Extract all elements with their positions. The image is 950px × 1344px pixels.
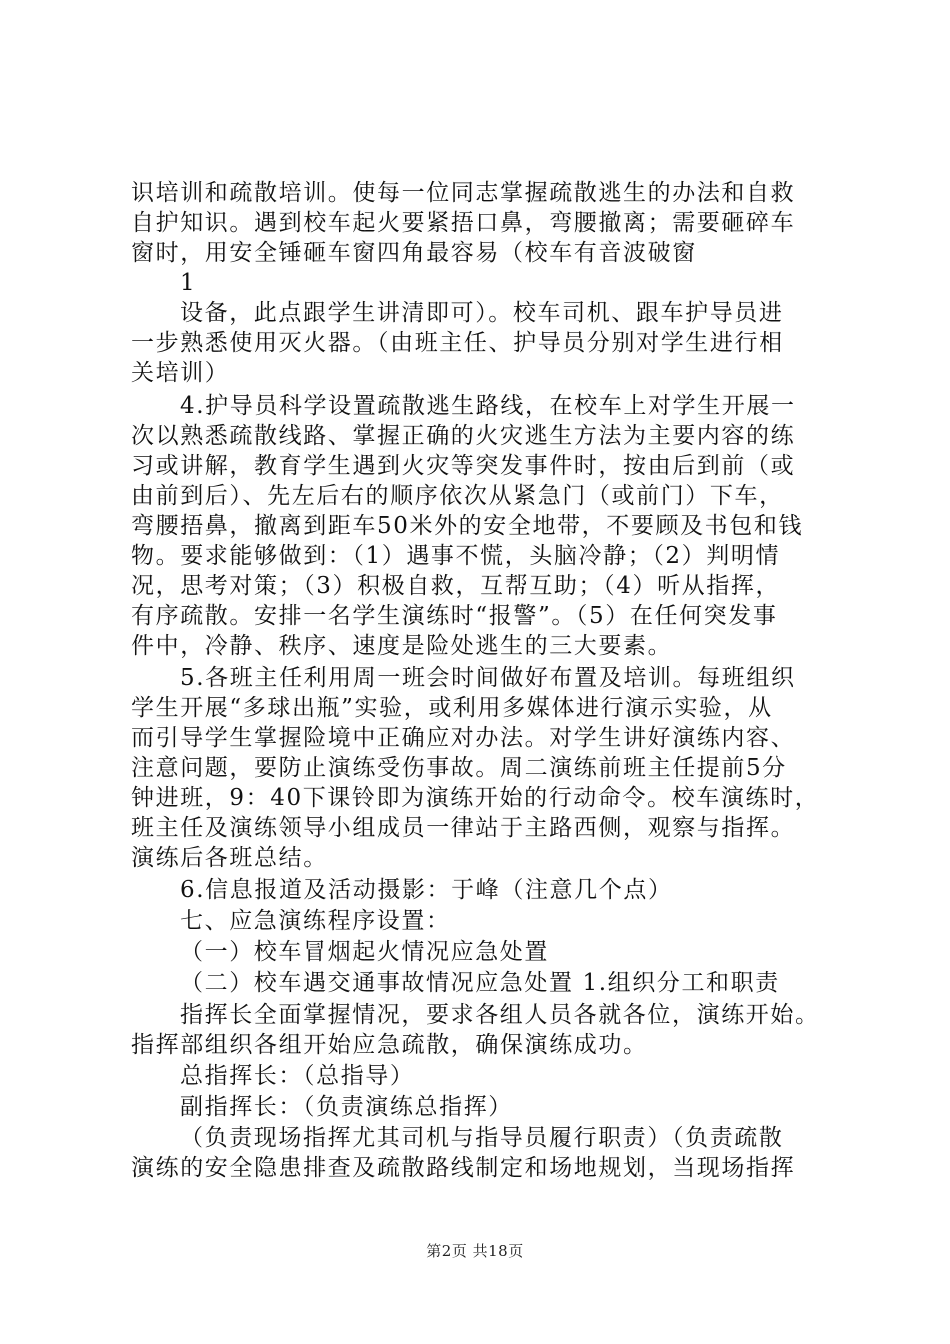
text-line: 关培训）: [131, 360, 230, 386]
paragraph-start: （负责现场指挥尤其司机与指导员履行职责）（负责疏散: [180, 1125, 784, 1151]
text-line: 演练的安全隐患排查及疏散路线制定和场地规划，当现场指挥: [131, 1155, 796, 1181]
text-line: 演练后各班总结。: [131, 845, 328, 871]
text-line: 况，思考对策；（3）积极自救，互帮互助；（4）听从指挥，: [131, 573, 781, 599]
paragraph-start: 4.护导员科学设置疏散逃生路线，在校车上对学生开展一: [180, 393, 796, 419]
paragraph-start: 6.信息报道及活动摄影：于峰（注意几个点）: [180, 877, 673, 903]
subsection-heading: （二）校车遇交通事故情况应急处置 1.组织分工和职责: [180, 970, 780, 996]
text-line: 窗时，用安全锤砸车窗四角最容易（校车有音波破窗: [131, 240, 697, 266]
text-line: 学生开展“多球出瓶”实验，或利用多媒体进行演示实验，从: [131, 695, 773, 721]
text-line: 注意问题，要防止演练受伤事故。周二演练前班主任提前5分: [131, 755, 787, 781]
page-number-marker: 1: [180, 270, 197, 296]
paragraph-start: 5.各班主任利用周一班会时间做好布置及培训。每班组织: [180, 665, 796, 691]
text-line: 而引导学生掌握险境中正确应对办法。对学生讲好演练内容、: [131, 725, 796, 751]
text-line: 由前到后）、先左后右的顺序依次从紧急门（或前门）下车，: [131, 483, 784, 509]
text-line: 弯腰捂鼻，撤离到距车50米外的安全地带，不要顾及书包和钱: [131, 513, 804, 539]
role-line: 总指挥长：（总指导）: [180, 1063, 415, 1089]
text-line: 设备，此点跟学生讲清即可）。校车司机、跟车护导员进: [180, 300, 784, 326]
text-line: 班主任及演练领导小组成员一律站于主路西侧，观察与指挥。: [131, 815, 796, 841]
text-line: 件中，冷静、秩序、速度是险处逃生的三大要素。: [131, 633, 673, 659]
paragraph-start: 指挥长全面掌握情况，要求各组人员各就各位，演练开始。: [180, 1002, 820, 1028]
text-line: 物。要求能够做到：（1）遇事不慌，头脑冷静；（2）判明情: [131, 543, 781, 569]
text-line: 识培训和疏散培训。使每一位同志掌握疏散逃生的办法和自救: [131, 180, 796, 206]
text-line: 钟进班，9：40下课铃即为演练开始的行动命令。校车演练时，: [131, 785, 820, 811]
text-line: 一步熟悉使用灭火器。（由班主任、护导员分别对学生进行相: [131, 330, 784, 356]
page-footer: 第2页 共18页: [426, 1242, 524, 1260]
section-heading: 七、应急演练程序设置：: [180, 908, 451, 934]
subsection-heading: （一）校车冒烟起火情况应急处置: [180, 939, 549, 965]
text-line: 有序疏散。安排一名学生演练时“报警”。（5）在任何突发事: [131, 603, 778, 629]
text-line: 习或讲解，教育学生遇到火灾等突发事件时，按由后到前（或: [131, 453, 796, 479]
text-line: 指挥部组织各组开始应急疏散，确保演练成功。: [131, 1032, 648, 1058]
text-line: 自护知识。遇到校车起火要紧捂口鼻，弯腰撤离；需要砸碎车: [131, 210, 796, 236]
text-line: 次以熟悉疏散线路、掌握正确的火灾逃生方法为主要内容的练: [131, 423, 796, 449]
role-line: 副指挥长：（负责演练总指挥）: [180, 1094, 513, 1120]
